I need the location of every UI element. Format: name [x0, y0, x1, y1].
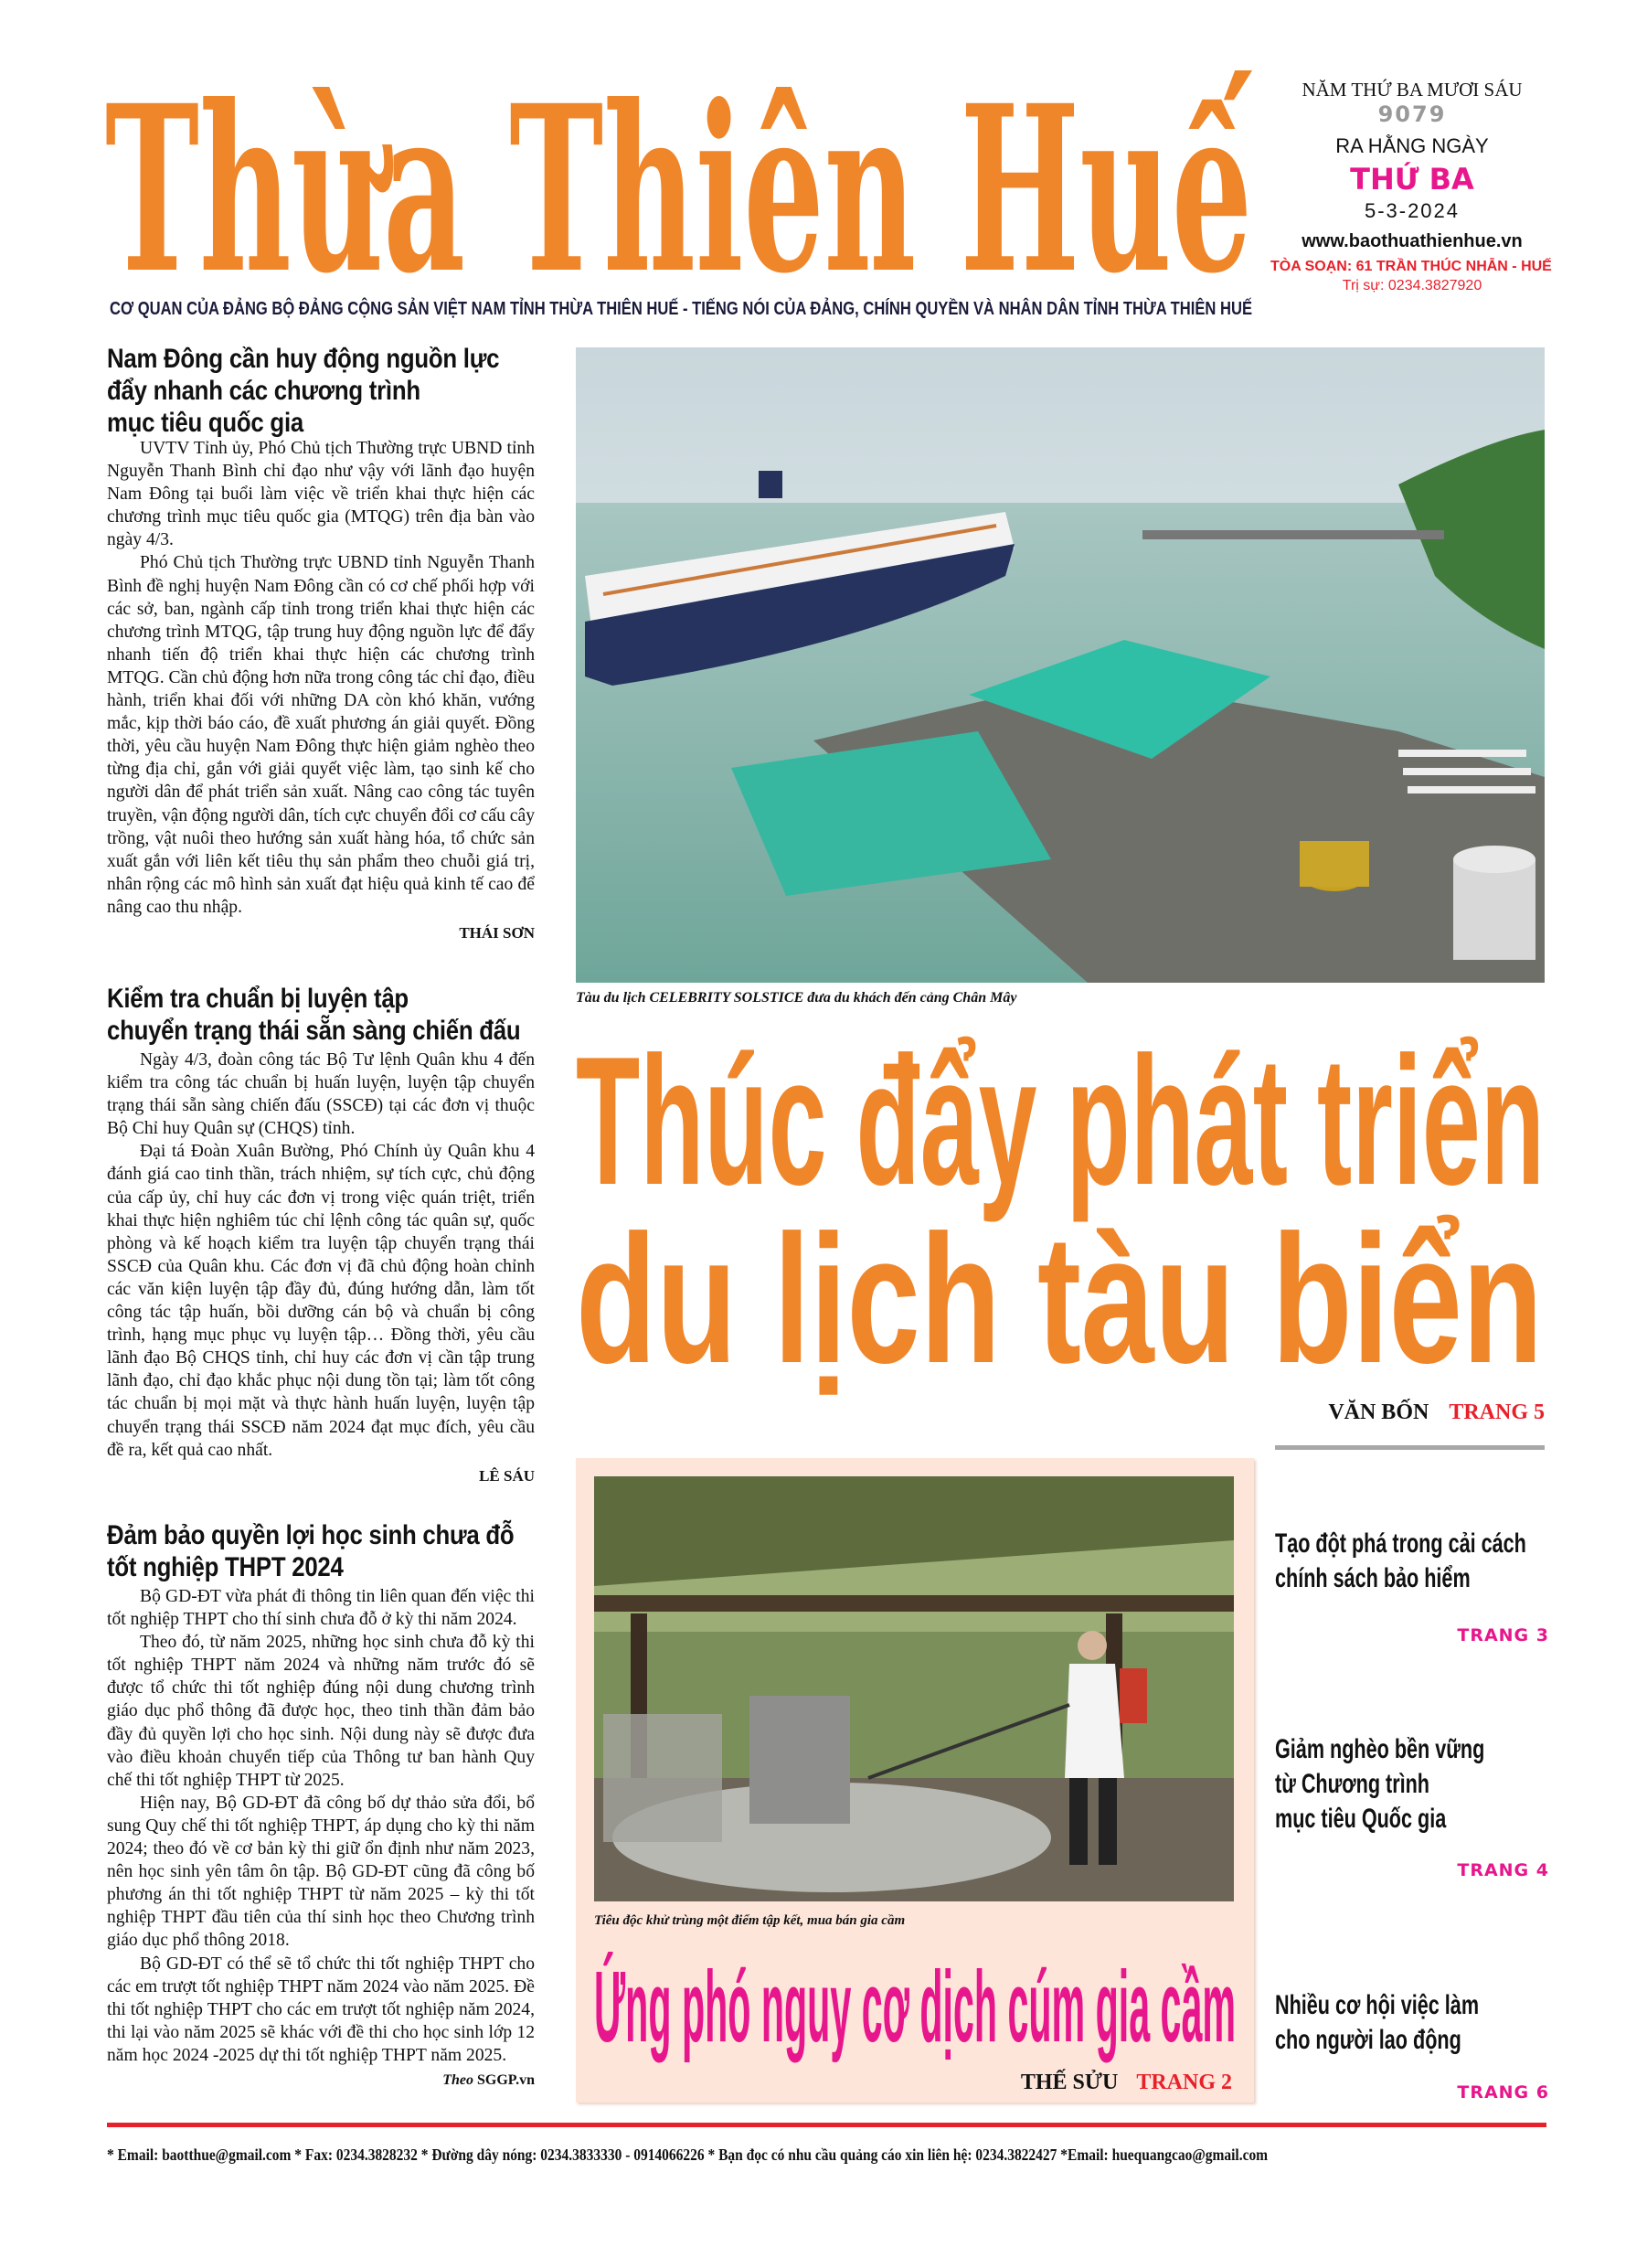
footer-rule [107, 2123, 1546, 2127]
masthead-title: Thừa Thiên Huế [105, 55, 1253, 324]
cruise-ship-photo [576, 347, 1545, 983]
lead-photo-caption: Tàu du lịch CELEBRITY SOLSTICE đưa du khách đến cảng Chân Mây [576, 990, 1017, 1006]
article-headline [107, 343, 536, 439]
lead-author: VĂN BỐN [1328, 1400, 1429, 1424]
website-link[interactable]: www.baothuathienhue.vn [1302, 231, 1523, 251]
article-paragraph: Đại tá Đoàn Xuân Bường, Phó Chính ủy Quân khu 4 đánh giá cao tinh thần, trách nhiệm, sự tích cực, chủ động của cấp ủy, chỉ huy các đơn vị trong việc quán triệt, triển khai thực hiện nghiêm túc chỉ lệnh công tác quân sự, quốc phòng và kế hoạch kiểm tra luyện tập chuyển trạng thái SSCĐ của Quân khu. Các đơn vị đã chủ động hoàn chỉnh các văn kiện luyện tập đầy đủ, đúng hướng dẫn, làm tốt công tác tập huấn, bồi dưỡng cán bộ và chuẩn bị công trình, hạng mục phục vụ luyện tập… Đồng thời, yêu cầu lãnh đạo Bộ CHQS tỉnh, chỉ huy các đơn vị cần tập trung lãnh đạo, chỉ đạo khắc phục nội dung tồn tại; làm tốt công tác chuẩn bị mọi mặt và thực hành huấn luyện, luyện tập chuyển trạng thái SSCĐ năm 2024 đạt mục đích, yêu cầu đề ra, kết quả cao nhất. [107, 1142, 535, 1460]
teaser-jobs[interactable] [1275, 1988, 1549, 2107]
article-byline: THÁI SƠN [459, 923, 535, 942]
footer-contact: * Email: baotthue@gmail.com * Fax: 0234.3828232 * Đường dây nóng: 0234.3833330 - 0914066226 * Bạn đọc có nhu cầu quảng cáo xin liên hệ: 0234.3822427 *Email: huequangcao@gmail.com [107, 2146, 1269, 2164]
frequency: RA HẰNG NGÀY [1335, 134, 1489, 157]
article-headline [107, 1519, 536, 1583]
lead-headline [571, 1019, 1549, 1401]
teaser-title-line: từ Chương trình [1275, 1769, 1430, 1799]
feature-headline [590, 1933, 1240, 2061]
article-paragraph: Bộ GD-ĐT vừa phát đi thông tin liên quan đến việc thi tốt nghiệp THPT cho thí sinh chưa đỗ ở kỳ thi năm 2024. [107, 1587, 535, 1630]
headline-line: Nam Đông cần huy động nguồn lực [107, 344, 500, 374]
headline-line: mục tiêu quốc gia [107, 408, 303, 438]
article-byline: LÊ SÁU [479, 1466, 535, 1485]
teaser-title-line: mục tiêu Quốc gia [1275, 1804, 1447, 1834]
teaser-title-line: Giảm nghèo bền vững [1275, 1734, 1485, 1764]
byline-prefix: Theo [442, 2071, 473, 2088]
article-paragraph: Ngày 4/3, đoàn công tác Bộ Tư lệnh Quân khu 4 đến kiểm tra công tác chuẩn bị huấn luyện, luyện tập chuyển trạng thái sẵn sàng chiến đấu (SSCĐ) tại các đơn vị thuộc Bộ Chỉ huy Quân sự (CHQS) tỉnh. [107, 1050, 535, 1139]
weekday: THỨ BA [1350, 162, 1474, 197]
article-paragraph: UVTV Tỉnh ủy, Phó Chủ tịch Thường trực UBND tỉnh Nguyễn Thanh Bình chỉ đạo như vậy với lãnh đạo huyện Nam Đông tại buổi làm việc về triển khai thực hiện các chương trình mục tiêu quốc gia (MTQG) trên địa bàn vào ngày 4/3. [107, 439, 535, 550]
lead-page-ref[interactable]: TRANG 5 [1449, 1400, 1545, 1424]
article-paragraph: Hiện nay, Bộ GD-ĐT đã công bố dự thảo sửa đổi, bổ sung Quy chế thi tốt nghiệp THPT, áp dụng cho kỳ thi năm 2024; theo đó về cơ bản kỳ thi giữ ổn định như năm 2023, nên học sinh yên tâm ôn tập. Bộ GD-ĐT cũng đã công bố phương án thi tốt nghiệp THPT từ năm 2025 – kỳ thi tốt nghiệp THPT đầu tiên của thí sinh học theo Chương trình giáo dục phổ thông 2018. [107, 1793, 535, 1951]
poultry-disinfection-photo [594, 1476, 1234, 1901]
article-tot-nghiep [107, 1519, 535, 2089]
year-label: NĂM THỨ BA MƯƠI SÁU [1302, 79, 1523, 101]
issue-date: 5-3-2024 [1364, 199, 1461, 222]
feature-author: THẾ SỬU [1020, 2071, 1119, 2094]
lead-headline-line-2: du lịch tàu biển [576, 1198, 1543, 1401]
admin-phone: Trị sự: 0234.3827920 [1342, 278, 1482, 293]
article-paragraph: Bộ GD-ĐT có thể sẽ tổ chức thi tốt nghiệp THPT cho các em trượt tốt nghiệp THPT năm 2024 vào năm 2025. Đề thi tốt nghiệp THPT cho các em trượt tốt nghiệp năm 2024, thi lại vào năm 2025 sẽ khác với đề thi cho học sinh lớp 12 năm học 2024 -2025 dự thi tốt nghiệp THPT năm 2025. [107, 1954, 535, 2065]
teaser-page-ref[interactable]: TRANG 4 [1457, 1860, 1549, 1880]
teaser-poverty[interactable] [1275, 1732, 1549, 1888]
article-byline [107, 2072, 535, 2089]
teaser-title-line: Nhiều cơ hội việc làm [1275, 1990, 1480, 2020]
article-nam-dong [107, 343, 535, 942]
lead-byline [1328, 1400, 1545, 1425]
article-kiem-tra [107, 983, 535, 1485]
teaser-page-ref[interactable]: TRANG 3 [1457, 1625, 1549, 1645]
office-address: TÒA SOẠN: 61 TRẦN THÚC NHẪN - HUẾ [1270, 259, 1552, 274]
feature-page-ref[interactable]: TRANG 2 [1136, 2071, 1232, 2094]
feature-byline [1021, 2071, 1232, 2095]
headline-line: Kiểm tra chuẩn bị luyện tập [107, 984, 409, 1014]
teaser-title-line: cho người lao động [1275, 2025, 1461, 2055]
article-paragraph: Theo đó, từ năm 2025, những học sinh chưa đỗ kỳ thi tốt nghiệp THPT năm 2024 và những năm trước đó sẽ được tổ chức thi tốt nghiệp đúng nội dung chương trình giáo dục phổ thông đã được học, theo tinh thần đảm bảo đầy đủ quyền lợi cho học sinh. Nội dung này sẽ được đưa vào điều khoản chuyển tiếp của Thông tư ban hành Quy chế thi tốt nghiệp THPT từ 2025. [107, 1633, 535, 1790]
headline-line: đẩy nhanh các chương trình [107, 376, 420, 406]
teaser-page-ref[interactable]: TRANG 6 [1457, 2082, 1549, 2103]
headline-line: Đảm bảo quyền lợi học sinh chưa đỗ [107, 1520, 515, 1550]
teaser-title-line: Tạo đột phá trong cải cách [1275, 1528, 1526, 1559]
feature-headline-text: Ứng phó nguy cơ dịch cúm gia cầm [594, 1951, 1236, 2063]
teaser-title [1275, 1527, 1551, 1596]
teaser-title-line: chính sách bảo hiểm [1275, 1563, 1471, 1593]
feature-box [576, 1458, 1254, 2103]
teaser-insurance[interactable] [1275, 1527, 1549, 1650]
feature-photo-caption: Tiêu độc khử trùng một điểm tập kết, mua bán gia cầm [594, 1913, 906, 1928]
article-headline [107, 983, 536, 1047]
masthead-tagline: CƠ QUAN CỦA ĐẢNG BỘ ĐẢNG CỘNG SẢN VIỆT NAM TỈNH THỪA THIÊN HUẾ - TIẾNG NÓI CỦA ĐẢNG, CHÍNH QUYỀN VÀ NHÂN DÂN TỈNH THỪA THIÊN HUẾ [110, 299, 1489, 319]
byline-source: SGGP.vn [477, 2071, 535, 2088]
article-paragraph: Phó Chủ tịch Thường trực UBND tỉnh Nguyễn Thanh Bình đề nghị huyện Nam Đông cần có cơ chế phối hợp với các sở, ban, ngành cấp tỉnh trong triển khai thực hiện các chương trình MTQG, tập trung huy động nguồn lực để đẩy nhanh tiến độ triển khai thực hiện các chương trình MTQG. Cần chủ động hơn nữa trong công tác chỉ đạo, điều hành, triển khai đối với những DA còn khó khăn, vướng mắc, kịp thời báo cáo, đề xuất phương án giải quyết. Đồng thời, yêu cầu huyện Nam Đông thực hiện giảm nghèo theo từng địa chỉ, gắn với giải quyết việc làm, tạo sinh kế cho người dân để phát triển sản xuất. Nâng cao công tác tuyên truyền, vận động người dân, tích cực chuyển đổi cơ cấu cây trồng, vật nuôi theo hướng sản xuất hàng hóa, tổ chức sản xuất gắn với liên kết tiêu thụ sản phẩm theo chuỗi giá trị, nhân rộng các mô hình sản xuất đạt hiệu quả kinh tế cao để nâng cao thu nhập. [107, 553, 535, 917]
headline-line: tốt nghiệp THPT 2024 [107, 1552, 344, 1582]
lead-headline-line-1: Thúc đẩy phát triển [576, 1019, 1545, 1223]
teaser-title [1275, 1988, 1551, 2058]
issue-number: 9079 [1377, 101, 1447, 127]
divider [1275, 1445, 1545, 1450]
issue-info-box [1270, 78, 1552, 295]
teaser-title [1275, 1732, 1551, 1837]
headline-line: chuyển trạng thái sẵn sàng chiến đấu [107, 1016, 521, 1046]
